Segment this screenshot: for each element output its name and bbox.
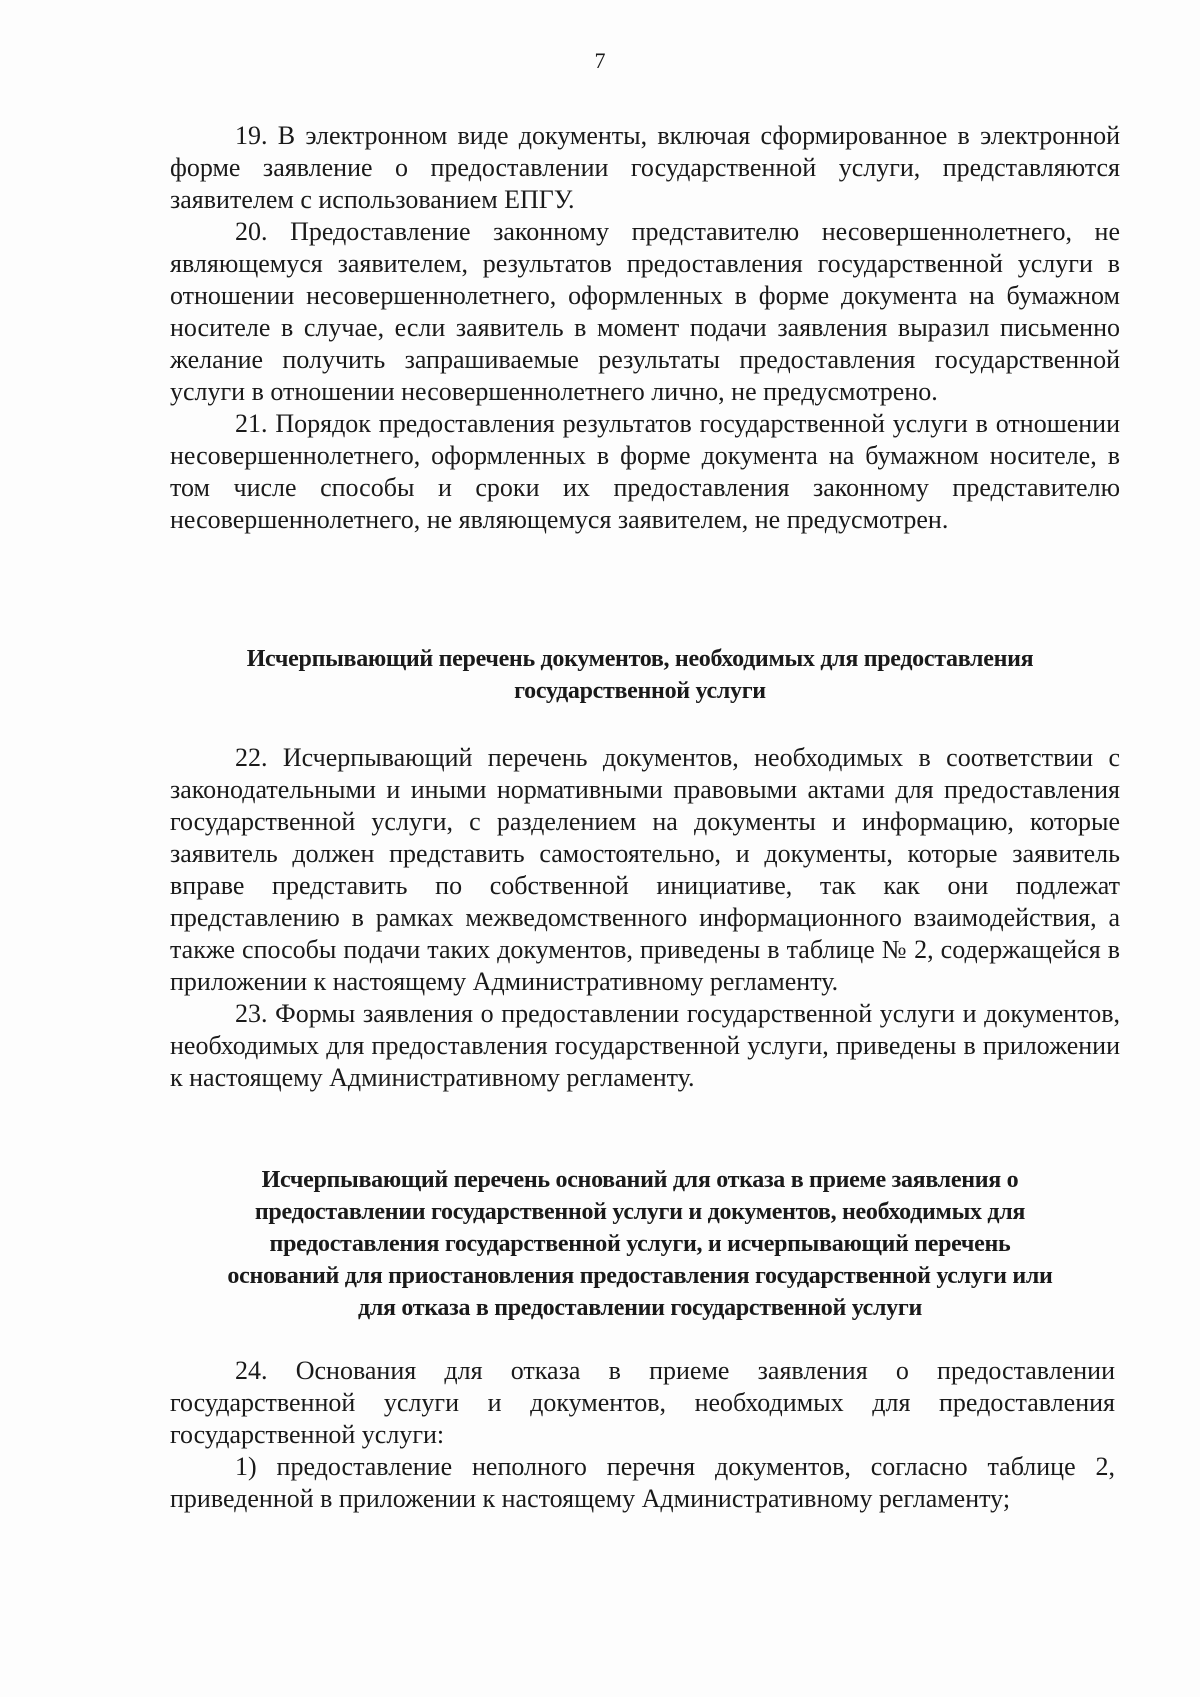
section-heading-documents [150,643,1130,707]
paragraph-21: 21. Порядок предоставления результатов государственной услуги в отношении несовершеннолетнего, оформленных в форме документа на бумажном носителе, в том числе способы и сроки их предоставления законному представителю несовершеннолетнего, не являющемуся заявителем, не предусмотрен. [170,409,1120,534]
paragraph-23: 23. Формы заявления о предоставлении государственной услуги и документов, необходимых для предоставления государственной услуги, приведены в приложении к настоящему Административному регламенту. [170,999,1120,1092]
paragraph-20: 20. Предоставление законному представителю несовершеннолетнего, не являющемуся заявителем, результатов предоставления государственной услуги в отношении несовершеннолетнего, оформленных в форме документа на бумажном носителе в случае, если заявитель в момент подачи заявления выразил письменно желание получить запрашиваемые результаты предоставления государственной услуги в отношении несовершеннолетнего лично, не предусмотрено. [170,217,1120,406]
paragraph-22: 22. Исчерпывающий перечень документов, необходимых в соответствии с законодательными и иными нормативными правовыми актами для предоставления государственной услуги, с разделением на документы и информацию, которые заявитель должен представить самостоятельно, и документы, которые заявитель вправе представить по собственной инициативе, так как они подлежат представлению в рамках межведомственного информационного взаимодействия, а также способы подачи таких документов, приведены в таблице № 2, содержащейся в приложении к настоящему Административному регламенту. [170,743,1120,996]
heading-line: Исчерпывающий перечень оснований для отказа в приеме заявления о [261,1167,1019,1193]
heading-line: предоставления государственной услуги, и исчерпывающий перечень [269,1231,1011,1257]
section-heading-refusal-grounds [150,1164,1130,1324]
paragraph-24: 24. Основания для отказа в приеме заявления о предоставлении государственной услуги и документов, необходимых для предоставления государственной услуги: [170,1356,1115,1449]
heading-line: оснований для приостановления предоставления государственной услуги или [227,1263,1053,1289]
heading-line: предоставлении государственной услуги и документов, необходимых для [254,1199,1026,1225]
heading-line: для отказа в предоставлении государственной услуги [357,1295,923,1321]
heading-line: государственной услуги [514,678,766,704]
paragraph-24-item-1: 1) предоставление неполного перечня документов, согласно таблице 2, приведенной в приложении к настоящему Административному регламенту; [170,1452,1115,1513]
heading-line: Исчерпывающий перечень документов, необходимых для предоставления [246,646,1034,672]
section-paragraph-24 [170,1355,1115,1515]
section-paragraphs-22-23 [170,742,1120,1094]
section-paragraphs-19-21 [170,120,1120,536]
paragraph-19: 19. В электронном виде документы, включая сформированное в электронной форме заявление о предоставлении государственной услуги, представляются заявителем с использованием ЕПГУ. [170,121,1120,214]
page-number: 7 [594,48,606,73]
